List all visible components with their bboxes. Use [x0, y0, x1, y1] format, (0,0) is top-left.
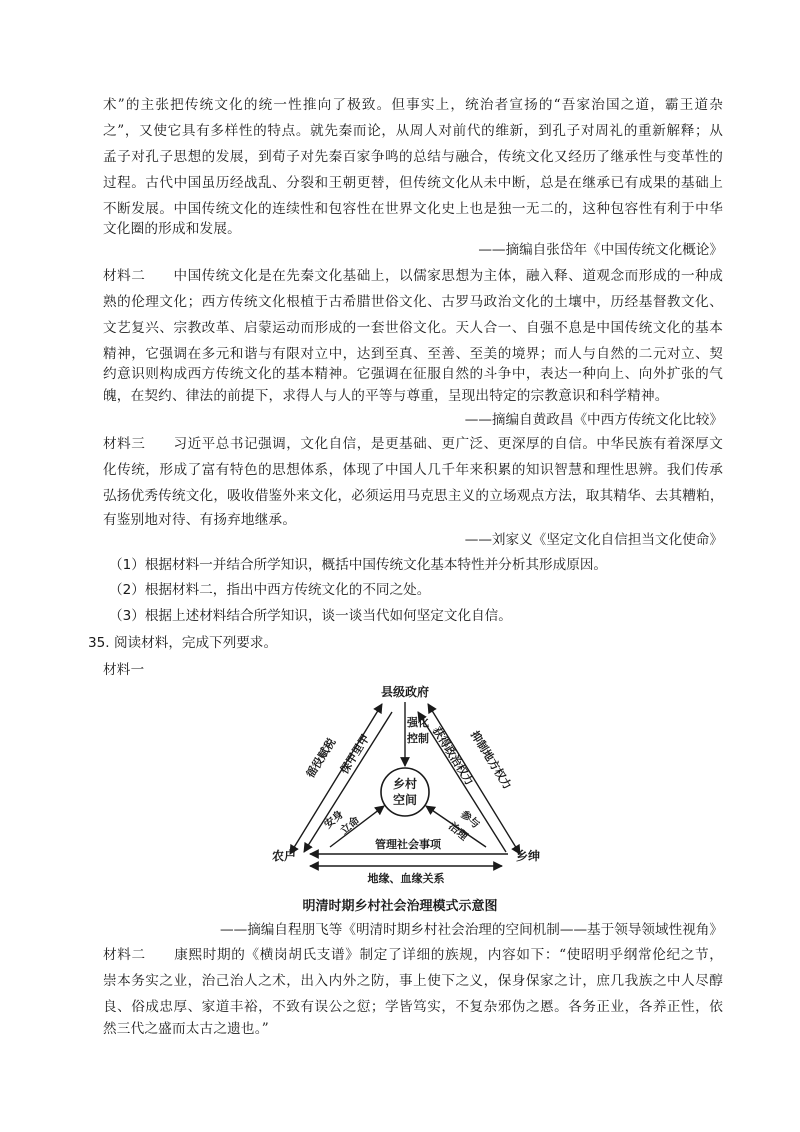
material3-source: ——刘家义《坚定文化自信担当文化使命》 [464, 532, 723, 548]
material1-q35-source: ——摘编自程朋飞等《明清时期乡村社会治理的空间机制——基于领导领域性视角》 [220, 922, 723, 938]
label-settle-2: 立命 [338, 814, 362, 838]
label-settle-1: 安身 [322, 808, 346, 832]
label-baojia: 保甲里甲 [337, 732, 373, 777]
question-3: （3）根据上述材料结合所学知识，谈一谈当代如何坚定文化自信。 [109, 608, 512, 624]
material2-line-3: 文艺复兴、宗教改革、启蒙运动而形成的一套世俗文化。天人合一、自强不息是中国传统文化的基本 [103, 320, 723, 336]
label-gain-power: 获得政治权力 [429, 724, 476, 788]
material1-line-1: 术”的主张把传统文化的统一性推向了极致。但事实上，统治者宣扬的“吾家治国之道，霸王道杂 [103, 97, 723, 113]
question-1: （1）根据材料一并结合所学知识，概括中国传统文化基本特性并分析其形成原因。 [109, 557, 608, 573]
edge-left-outer [290, 704, 382, 854]
material2-line-4: 精神，它强调在多元和谐与有限对立中，达到至真、至善、至美的境界；而人与自然的二元对立、契 [103, 346, 723, 362]
label-restrict-power: 抑制地方权力 [467, 728, 514, 792]
q35-material1-label: 材料一 [103, 662, 145, 678]
label-labor-tax: 徭役赋税 [303, 736, 339, 781]
node-gentry: 乡绅 [515, 849, 540, 863]
material1-line-3: 孟子对孔子思想的发展，到荀子对先秦百家争鸣的总结与融合，传统文化又经历了继承性与变革性的 [103, 149, 723, 165]
center-label-2: 空间 [392, 793, 418, 807]
material2-line-6: 魄，在契约、律法的前提下，求得人与人的平等与尊重，呈现出特定的宗教意识和科学精神。 [103, 388, 669, 404]
governance-diagram [270, 682, 540, 892]
question-35-title: 35. 阅读材料，完成下列要求。 [88, 635, 278, 651]
label-kinship: 地缘、血缘关系 [367, 872, 445, 885]
label-participate-1: 参与 [458, 808, 482, 832]
q35-material2-line-1: 材料二 康熙时期的《横岗胡氏支谱》制定了详细的族规，内容如下：“使昭明乎纲常伦纪之节， [103, 947, 723, 963]
node-county-government: 县级政府 [380, 685, 430, 699]
material2-line-1: 材料二 中国传统文化是在先秦文化基础上，以儒家思想为主体，融入释、道观念而形成的一种成 [103, 268, 723, 284]
label-control: 控制 [407, 732, 429, 745]
material2-source: ——摘编自黄政昌《中西方传统文化比较》 [464, 412, 723, 428]
material1-line-5: 不断发展。中国传统文化的连续性和包容性在世界文化史上也是独一无二的，这种包容性有利于中华 [103, 201, 723, 217]
q35-material2-line-4: 然三代之盛而太古之遗也。” [103, 1021, 269, 1037]
diagram-caption: 明清时期乡村社会治理模式示意图 [302, 899, 498, 914]
material1-line-2: 之”，又使它具有多样性的特点。就先秦而论，从周人对前代的维新，到孔子对周礼的重新解释；从 [103, 123, 723, 139]
material2-line-2: 熟的伦理文化；西方传统文化根植于古希腊世俗文化、古罗马政治文化的土壤中，历经基督教文化、 [103, 294, 723, 310]
material3-line-1: 材料三 习近平总书记强调，文化自信，是更基础、更广泛、更深厚的自信。中华民族有着深厚文 [103, 436, 723, 452]
label-strengthen: 强化 [407, 716, 429, 729]
material2-line-5: 约意识则构成西方传统文化的基本精神。它强调在征服自然的斗争中，表达一种向上、向外扩张的气 [103, 366, 723, 382]
center-circle [381, 768, 429, 816]
material1-line-6: 文化圈的形成和发展。 [103, 221, 241, 237]
material1-line-4: 过程。古代中国虽历经战乱、分裂和王朝更替，但传统文化从未中断，总是在继承已有成果的基础上 [103, 175, 723, 191]
governance-diagram-svg [270, 682, 540, 892]
q35-material2-line-3: 良、俗成忠厚、家道丰裕，不致有误公之愆；学皆笃实，不复杂邪伪之慝。各务正业，各养正性，依 [103, 999, 723, 1015]
material3-line-4: 有鉴别地对待、有扬弃地继承。 [103, 512, 297, 528]
material1-source: ——摘编自张岱年《中国传统文化概论》 [478, 242, 723, 258]
label-participate-2: 治理 [446, 820, 470, 844]
label-manage-affairs: 管理社会事项 [375, 838, 441, 851]
question-2: （2）根据材料二，指出中西方传统文化的不同之处。 [109, 582, 431, 598]
q35-material2-line-2: 崇本务实之业，治己治人之术，出入内外之防，事上使下之义，保身保家之计，庶几我族之中人尽醇 [103, 973, 723, 989]
center-label-1: 乡村 [392, 777, 418, 791]
material3-line-3: 弘扬优秀传统文化，吸收借鉴外来文化，必须运用马克思主义的立场观点方法，取其精华、去其糟粕， [103, 488, 724, 504]
node-peasant: 农户 [271, 849, 297, 863]
material3-line-2: 化传统，形成了富有特色的思想体系，体现了中国人几千年来积累的知识智慧和理性思辨。我们传承 [103, 462, 723, 478]
